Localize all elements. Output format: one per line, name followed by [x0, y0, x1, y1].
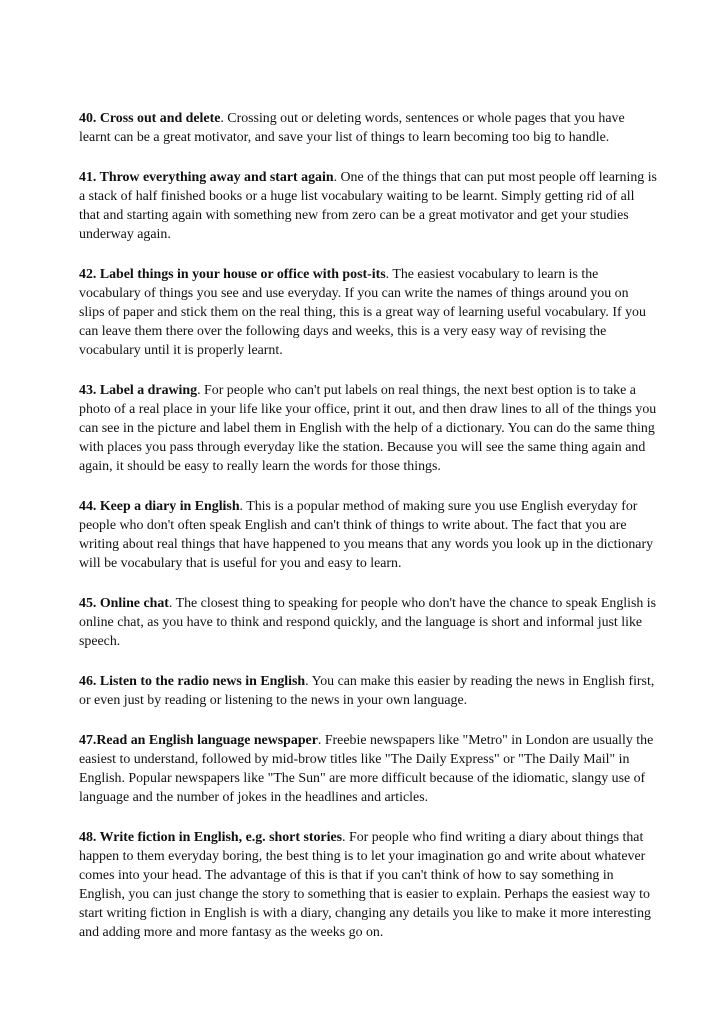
document-body — [79, 109, 657, 963]
tip-40 — [79, 109, 657, 147]
tip-43 — [79, 381, 657, 476]
tip-text: . One of the things that can put most people off learning is a stack of half finished books or a huge list vocabulary waiting to be learnt. Simply getting rid of all that and starting again with something new from zero can be a great motivator and get your studies underway again. — [79, 170, 657, 242]
tip-41 — [79, 168, 657, 244]
tip-title: 45. Online chat — [79, 596, 169, 611]
tip-46 — [79, 672, 657, 710]
tip-text: . The closest thing to speaking for people who don't have the chance to speak English is online chat, as you have to think and respond quickly, and the language is short and informal just like speech. — [79, 596, 657, 649]
tip-title: 41. Throw everything away and start again — [79, 170, 334, 185]
tip-text: . The easiest vocabulary to learn is the vocabulary of things you see and use everyday. If you can write the names of things around you on slips of paper and stick them on the real thing, this is a great way of learning useful vocabulary. If you can leave them there over the following days and weeks, this is a very easy way of revising the vocabulary until it is properly learnt. — [79, 267, 646, 358]
tip-title: 46. Listen to the radio news in English — [79, 674, 306, 689]
tip-42 — [79, 265, 657, 360]
tip-title: 40. Cross out and delete — [79, 111, 221, 126]
tip-text: . For people who find writing a diary about things that happen to them everyday boring, the best thing is to let your imagination go and write about whatever comes into your head. The advantage of this is that if you can't think of how to say something in English, you can just change the story to something that is easier to explain. Perhaps the easiest way to start writing fiction in English is with a diary, changing any details you like to make it more interesting and adding more and more fantasy as the weeks go on. — [79, 830, 651, 940]
tip-48 — [79, 828, 657, 942]
tip-44 — [79, 497, 657, 573]
tip-text: . Crossing out or deleting words, sentences or whole pages that you have learnt can be a great motivator, and save your list of things to learn becoming too big to handle. — [79, 111, 625, 145]
tip-text: . You can make this easier by reading the news in English first, or even just by reading or listening to the news in your own language. — [79, 674, 655, 708]
tip-title: 48. Write fiction in English, e.g. short stories — [79, 830, 343, 845]
tip-title: 42. Label things in your house or office with post-its — [79, 267, 386, 282]
tip-title: 47.Read an English language newspaper — [79, 733, 318, 748]
tip-text: . This is a popular method of making sure you use English everyday for people who don't often speak English and can't think of things to write about. The fact that you are writing about real things that have happened to you means that any words you look up in the dictionary will be vocabulary that is useful for you and easy to learn. — [79, 499, 654, 571]
tip-title: 44. Keep a diary in English — [79, 499, 240, 514]
tip-45 — [79, 594, 657, 651]
tip-text: . Freebie newspapers like "Metro" in London are usually the easiest to understand, followed by mid-brow titles like "The Daily Express" or "The Daily Mail" in English. Popular newspapers like "The Sun" are more difficult because of the idiomatic, slangy use of language and the number of jokes in the headlines and articles. — [79, 733, 654, 805]
tip-title: 43. Label a drawing — [79, 383, 198, 398]
tip-text: . For people who can't put labels on real things, the next best option is to take a photo of a real place in your life like your office, print it out, and then draw lines to all of the things you can see in the picture and label them in English with the help of a dictionary. You can do the same thing with places you pass through everyday like the station. Because you will see the same thing again and again, it should be easy to really learn the words for those things. — [79, 383, 657, 474]
tip-47 — [79, 731, 657, 807]
